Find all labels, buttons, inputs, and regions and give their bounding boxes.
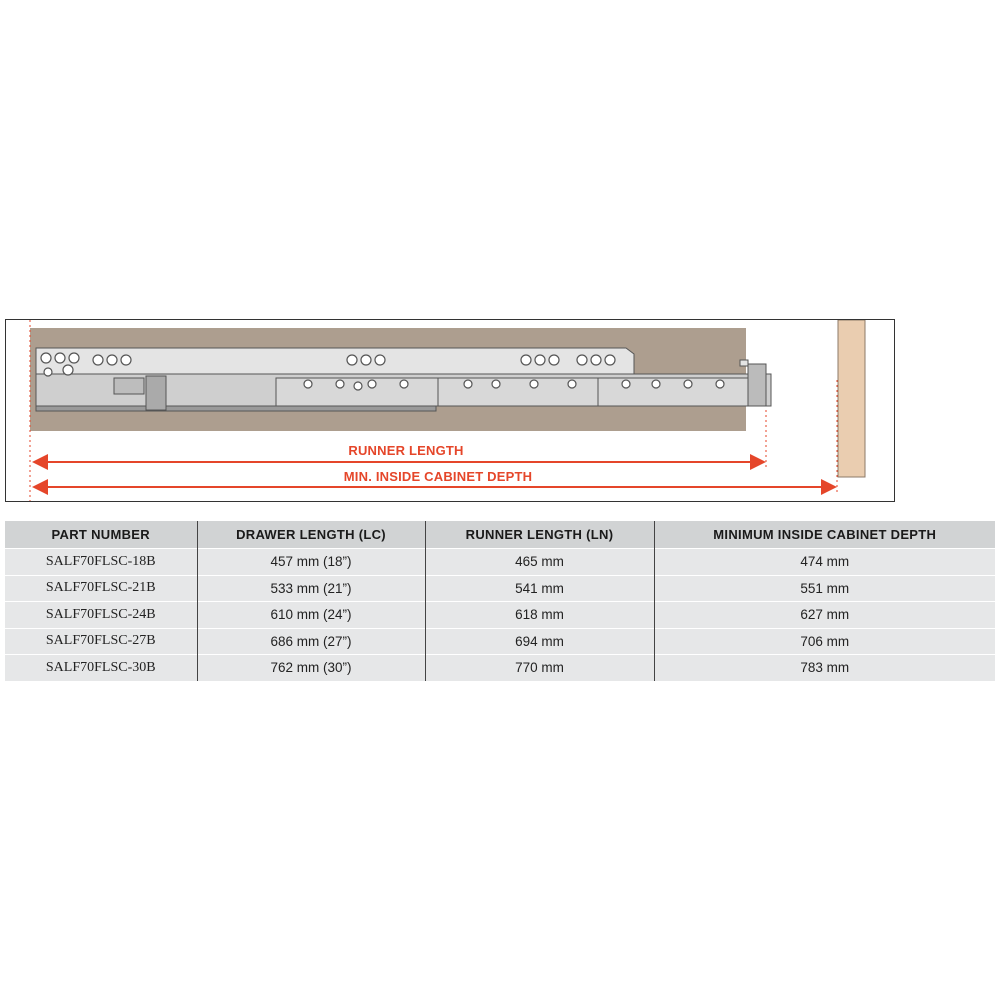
- table-row: [5, 575, 995, 602]
- table-header-row: [5, 521, 995, 549]
- cabinet-depth-cell: 783 mm: [654, 655, 995, 681]
- header-cabinet-depth: MINIMUM INSIDE CABINET DEPTH: [654, 521, 995, 549]
- drawer-length-cell: 762 mm (30”): [197, 655, 425, 681]
- runner-length-label: RUNNER LENGTH: [348, 443, 464, 458]
- table-row: [5, 655, 995, 681]
- part-number-cell: SALF70FLSC-27B: [5, 628, 197, 655]
- part-number-cell: SALF70FLSC-18B: [5, 549, 197, 576]
- header-runner-length: RUNNER LENGTH (LN): [425, 521, 654, 549]
- cabinet-depth-cell: 706 mm: [654, 628, 995, 655]
- spec-table: [5, 521, 995, 681]
- drawer-length-cell: 686 mm (27”): [197, 628, 425, 655]
- runner-length-cell: 694 mm: [425, 628, 654, 655]
- table-row: [5, 602, 995, 629]
- table-row: [5, 549, 995, 576]
- part-number-cell: SALF70FLSC-30B: [5, 655, 197, 681]
- table-row: [5, 628, 995, 655]
- cabinet-depth-label: MIN. INSIDE CABINET DEPTH: [343, 469, 533, 484]
- part-number-cell: SALF70FLSC-21B: [5, 575, 197, 602]
- cabinet-back-panel: [838, 320, 865, 477]
- drawer-length-cell: 533 mm (21”): [197, 575, 425, 602]
- runner-length-cell: 541 mm: [425, 575, 654, 602]
- drawer-length-cell: 457 mm (18”): [197, 549, 425, 576]
- cabinet-depth-cell: 551 mm: [654, 575, 995, 602]
- header-part-number: PART NUMBER: [5, 521, 197, 549]
- runner-diagram: [5, 319, 895, 502]
- cabinet-depth-cell: 474 mm: [654, 549, 995, 576]
- drawer-length-cell: 610 mm (24”): [197, 602, 425, 629]
- runner-length-cell: 770 mm: [425, 655, 654, 681]
- cabinet-depth-cell: 627 mm: [654, 602, 995, 629]
- part-number-cell: SALF70FLSC-24B: [5, 602, 197, 629]
- runner-length-cell: 618 mm: [425, 602, 654, 629]
- runner-length-cell: 465 mm: [425, 549, 654, 576]
- header-drawer-length: DRAWER LENGTH (LC): [197, 521, 425, 549]
